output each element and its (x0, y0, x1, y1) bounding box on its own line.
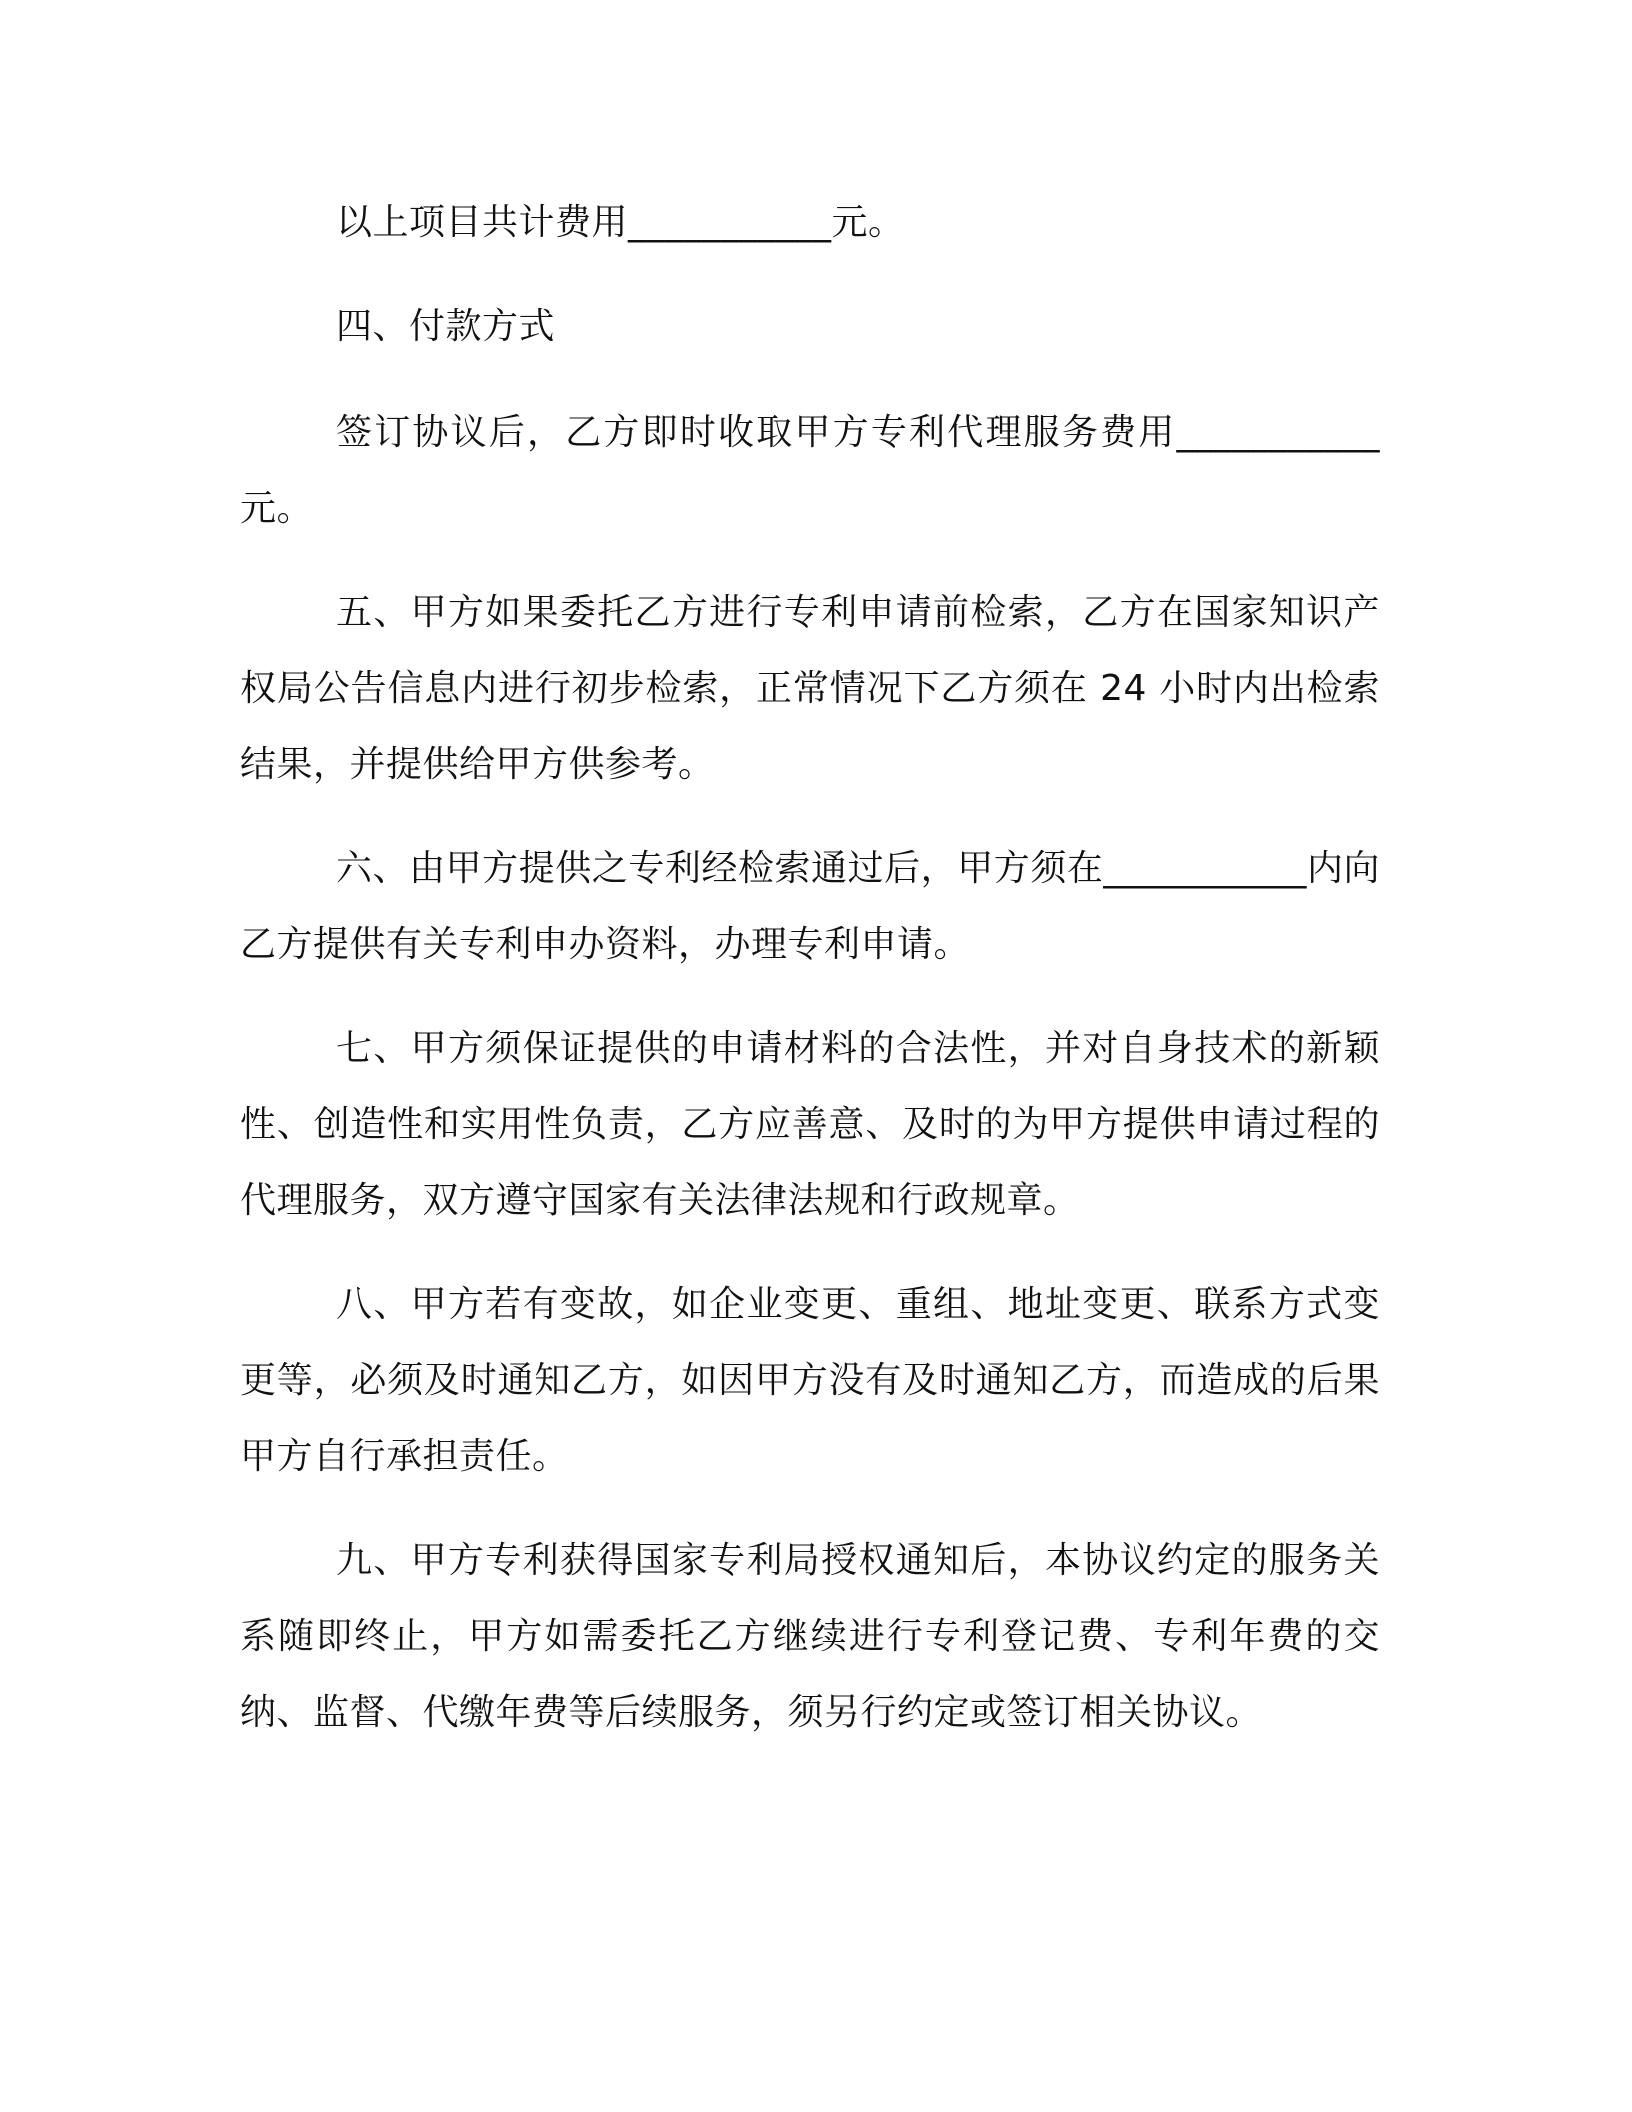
clause-eight-paragraph: 八、甲方若有变故，如企业变更、重组、地址变更、联系方式变更等，必须及时通知乙方，如因甲方没有及时通知乙方，而造成的后果甲方自行承担责任。 (240, 1284, 1380, 1477)
document-body (240, 185, 1380, 1779)
clause-six-paragraph: 六、由甲方提供之专利经检索通过后，甲方须在___________内向乙方提供有关专利申办资料，办理专利申请。 (240, 848, 1380, 965)
payment-terms-paragraph: 签订协议后，乙方即时收取甲方专利代理服务费用___________元。 (240, 412, 1380, 529)
clause-five-paragraph: 五、甲方如果委托乙方进行专利申请前检索，乙方在国家知识产权局公告信息内进行初步检索，正常情况下乙方须在 24 小时内出检索结果，并提供给甲方供参考。 (240, 592, 1380, 785)
clause-seven-paragraph: 七、甲方须保证提供的申请材料的合法性，并对自身技术的新颖性、创造性和实用性负责，乙方应善意、及时的为甲方提供申请过程的代理服务，双方遵守国家有关法律法规和行政规章。 (240, 1028, 1380, 1221)
total-fee-paragraph: 以上项目共计费用___________元。 (336, 202, 905, 243)
payment-method-heading: 四、付款方式 (336, 306, 556, 347)
clause-nine-paragraph: 九、甲方专利获得国家专利局授权通知后，本协议约定的服务关系随即终止，甲方如需委托乙方继续进行专利登记费、专利年费的交纳、监督、代缴年费等后续服务，须另行约定或签订相关协议。 (240, 1540, 1380, 1733)
